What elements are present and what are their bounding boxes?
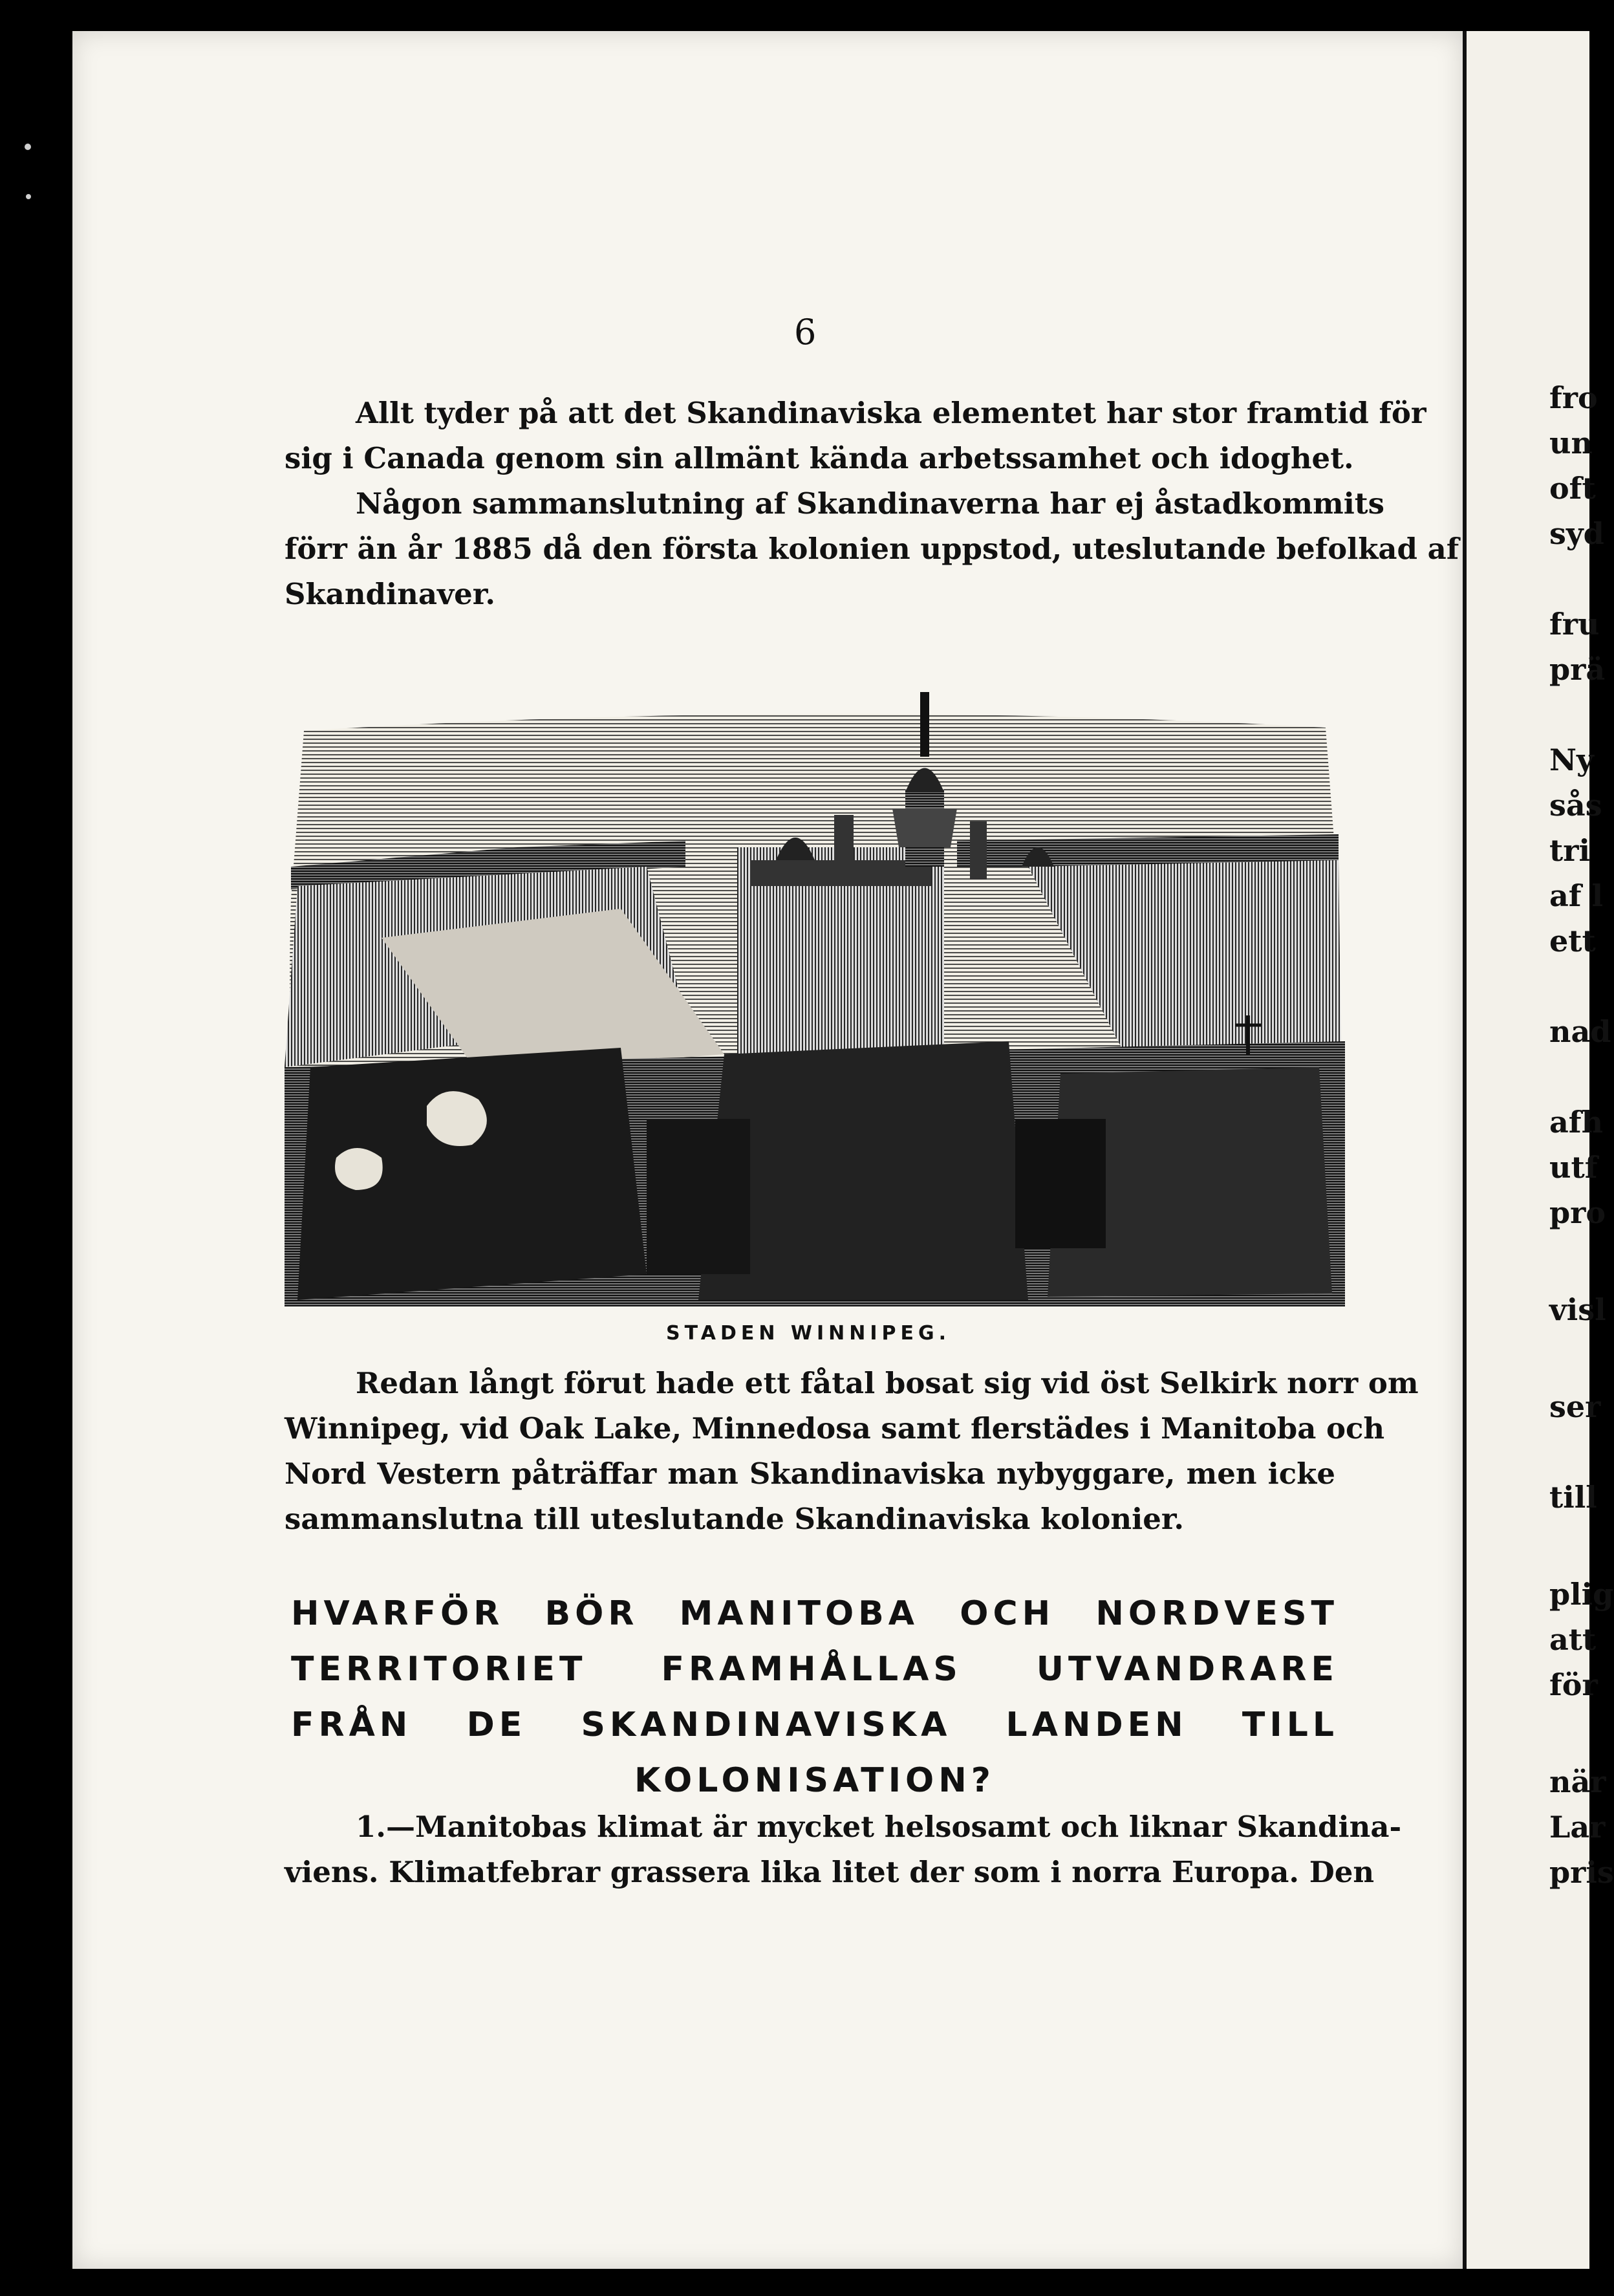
edge-fragment: Lar	[1549, 1810, 1606, 1845]
edge-fragment: afh	[1549, 1105, 1604, 1140]
edge-fragment: plig	[1549, 1577, 1614, 1612]
text-line: Skandinaver.	[285, 577, 496, 611]
edge-fragment: utf	[1549, 1150, 1598, 1185]
edge-fragment: när	[1549, 1764, 1606, 1799]
heading-line: HVARFÖR BÖR MANITOBA OCH NORDVEST	[291, 1594, 1339, 1633]
edge-fragment: prä	[1549, 652, 1606, 687]
text-line: sig i Canada genom sin allmänt kända arbetssamhet och idoghet.	[285, 441, 1354, 475]
text-line: Nord Vestern påträffar man Skandinaviska nybyggare, men icke	[285, 1457, 1335, 1491]
illustration-caption: STADEN WINNIPEG.	[666, 1322, 951, 1345]
heading-line: FRÅN DE SKANDINAVISKA LANDEN TILL	[291, 1706, 1339, 1744]
heading-line: TERRITORIET FRAMHÅLLAS UTVANDRARE	[291, 1650, 1339, 1689]
intro-paragraph	[285, 391, 1459, 617]
edge-fragment: af l	[1549, 878, 1604, 913]
edge-fragment: pro	[1549, 1195, 1606, 1230]
edge-fragment: tri	[1549, 833, 1590, 868]
edge-fragment: visl	[1549, 1292, 1606, 1327]
text-line: viens. Klimatfebrar grassera lika litet der som i norra Europa. Den	[285, 1855, 1375, 1889]
section-heading	[291, 1586, 1339, 1808]
edge-fragment: un	[1549, 426, 1593, 460]
edge-fragment: ser	[1549, 1389, 1601, 1424]
text-line: förr än år 1885 då den första kolonien uppstod, uteslutande befolkad af	[285, 532, 1459, 566]
edge-fragment: syd	[1549, 516, 1604, 551]
edge-fragment: till	[1549, 1480, 1597, 1515]
edge-fragment: sås	[1549, 788, 1602, 823]
edge-fragment: för	[1549, 1667, 1598, 1702]
text-line: Allt tyder på att det Skandinaviska elementet har stor framtid för	[356, 396, 1426, 430]
settlers-paragraph	[285, 1361, 1419, 1542]
text-line: Redan långt förut hade ett fåtal bosat sig vid öst Selkirk norr om	[356, 1366, 1419, 1400]
edge-fragment: fru	[1549, 607, 1600, 642]
text-line: sammanslutna till uteslutande Skandinaviska kolonier.	[285, 1502, 1185, 1536]
text-line: Någon sammanslutning af Skandinaverna har ej åstadkommits	[356, 486, 1384, 521]
edge-fragment: ett	[1549, 924, 1596, 958]
text-line: 1.—Manitobas klimat är mycket helsosamt och liknar Skandina-	[356, 1810, 1402, 1844]
text-line: Winnipeg, vid Oak Lake, Minnedosa samt flerstädes i Manitoba och	[285, 1411, 1385, 1446]
edge-fragment: pris	[1549, 1855, 1614, 1890]
climate-paragraph	[285, 1804, 1402, 1895]
scan-speck	[25, 144, 31, 150]
next-page-edge	[1463, 31, 1614, 2269]
edge-fragment: att	[1549, 1622, 1597, 1657]
scan-margin	[0, 0, 72, 2296]
heading-line: KOLONISATION?	[634, 1761, 995, 1800]
edge-fragment: fro	[1549, 380, 1598, 415]
winnipeg-engraving	[285, 653, 1345, 1306]
edge-fragment: Ny	[1549, 742, 1594, 777]
edge-fragment: nad	[1549, 1014, 1611, 1049]
page-number: 6	[794, 312, 817, 352]
edge-fragment: oft	[1549, 471, 1596, 506]
scan-speck	[26, 194, 31, 199]
